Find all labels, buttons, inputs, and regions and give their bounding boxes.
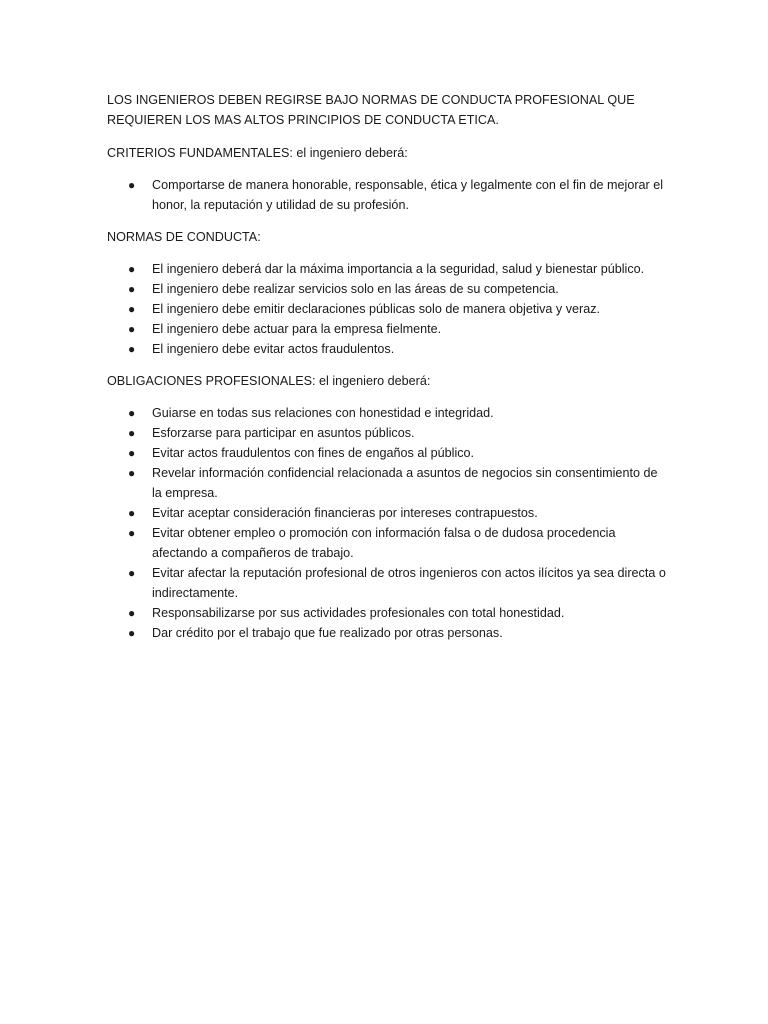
list-item-text: El ingeniero debe actuar para la empresa fielmente. [152,322,442,336]
bullet-icon: ● [128,626,136,640]
bullet-icon: ● [128,506,136,520]
bullet-icon: ● [128,446,136,460]
list-item [107,259,667,279]
list-item-text: Revelar información confidencial relacionada a asuntos de negocios sin consentimiento de la empresa. [152,466,658,500]
list-item [107,175,667,215]
list-item [107,623,667,643]
bullet-icon: ● [128,426,136,440]
criterios-list [107,175,667,215]
list-item-text: El ingeniero debe emitir declaraciones públicas solo de manera objetiva y veraz. [152,302,601,316]
section-heading-obligaciones: OBLIGACIONES PROFESIONALES: el ingeniero deberá: [107,374,431,388]
list-item [107,443,667,463]
list-item-text: Evitar actos fraudulentos con fines de engaños al público. [152,446,475,460]
list-item-text: Guiarse en todas sus relaciones con honestidad e integridad. [152,406,494,420]
bullet-icon: ● [128,606,136,620]
list-item-text: Evitar obtener empleo o promoción con información falsa o de dudosa procedencia afectando a compañeros de trabajo. [152,526,616,560]
bullet-icon: ● [128,566,136,580]
list-item [107,423,667,443]
list-item-text: Responsabilizarse por sus actividades profesionales con total honestidad. [152,606,565,620]
normas-list [107,259,667,359]
bullet-icon: ● [128,526,136,540]
bullet-icon: ● [128,262,136,276]
list-item [107,299,667,319]
section-heading-normas: NORMAS DE CONDUCTA: [107,230,261,244]
list-item-text: El ingeniero debe realizar servicios solo en las áreas de su competencia. [152,282,559,296]
list-item-text: Evitar aceptar consideración financieras por intereses contrapuestos. [152,506,538,520]
bullet-icon: ● [128,282,136,296]
list-item [107,563,667,603]
section-heading-criterios: CRITERIOS FUNDAMENTALES: el ingeniero deberá: [107,146,408,160]
bullet-icon: ● [128,342,136,356]
list-item-text: Dar crédito por el trabajo que fue realizado por otras personas. [152,626,503,640]
list-item [107,603,667,623]
list-item [107,403,667,423]
list-item [107,503,667,523]
list-item [107,319,667,339]
bullet-icon: ● [128,302,136,316]
list-item-text: Comportarse de manera honorable, responsable, ética y legalmente con el fin de mejorar el honor, la reputación y utilidad de su profesión. [152,178,664,212]
list-item [107,279,667,299]
bullet-icon: ● [128,466,136,480]
list-item [107,339,667,359]
list-item-text: Esforzarse para participar en asuntos públicos. [152,426,415,440]
bullet-icon: ● [128,178,136,192]
list-item-text: El ingeniero deberá dar la máxima importancia a la seguridad, salud y bienestar público. [152,262,645,276]
list-item [107,463,667,503]
list-item-text: Evitar afectar la reputación profesional de otros ingenieros con actos ilícitos ya sea directa o indirectamente. [152,566,666,600]
obligaciones-list [107,403,667,643]
bullet-icon: ● [128,406,136,420]
intro-paragraph: LOS INGENIEROS DEBEN REGIRSE BAJO NORMAS DE CONDUCTA PROFESIONAL QUE REQUIEREN LOS MAS ALTOS PRINCIPIOS DE CONDUCTA ETICA. [107,93,635,127]
document-page [107,90,667,655]
bullet-icon: ● [128,322,136,336]
list-item [107,523,667,563]
list-item-text: El ingeniero debe evitar actos fraudulentos. [152,342,395,356]
